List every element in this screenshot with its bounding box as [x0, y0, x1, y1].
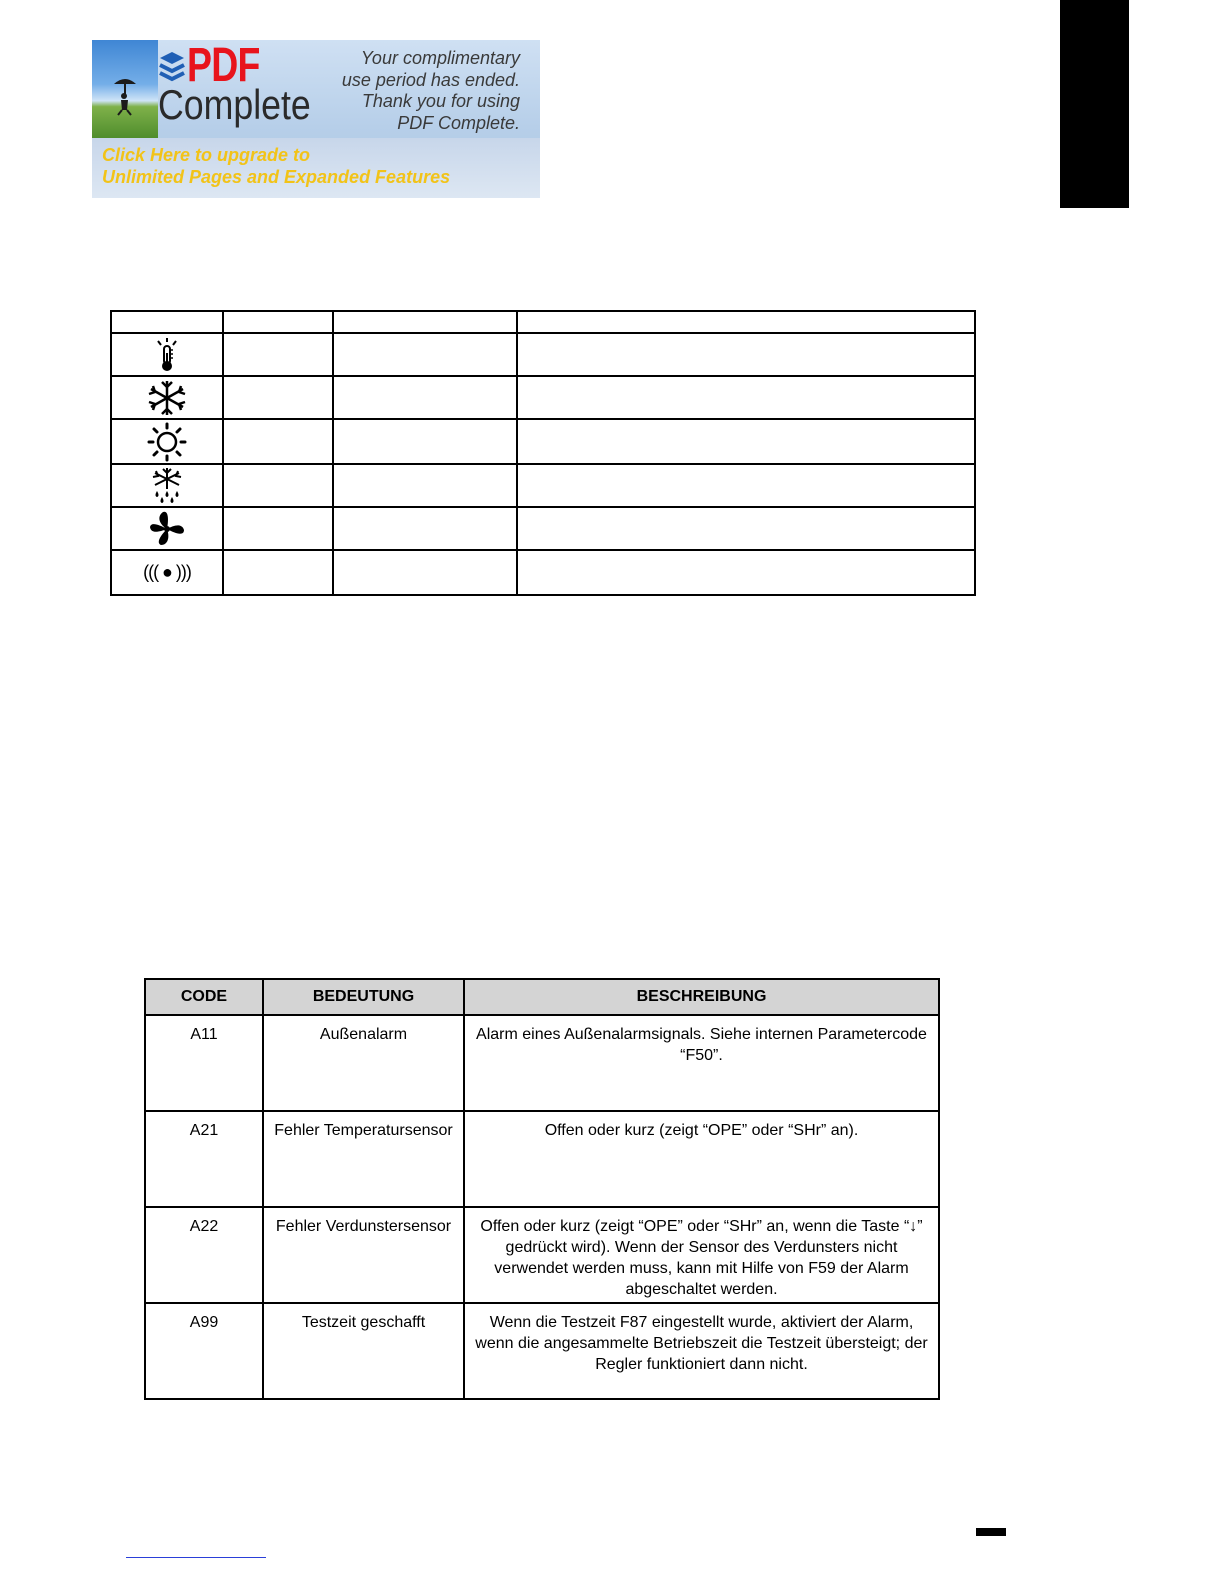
banner-message-line: Thank you for using: [361, 91, 520, 111]
banner-message-line: use period has ended.: [341, 69, 520, 90]
alarm-meaning: Fehler Temperatursensor: [263, 1111, 464, 1207]
icon-table-cell: [333, 419, 517, 464]
icon-table-cell: [517, 507, 975, 550]
defrost-icon: [145, 467, 189, 505]
alarm-meaning: Fehler Verdunstersensor: [263, 1207, 464, 1303]
icon-table-cell: [517, 419, 975, 464]
umbrella-person-icon: [112, 76, 138, 116]
code-table-row: [145, 1111, 939, 1207]
icon-cell: [111, 333, 223, 376]
code-table-row: [145, 1207, 939, 1303]
icon-cell: [111, 550, 223, 595]
icon-table-header-cell: [111, 311, 223, 333]
icon-table: [110, 310, 976, 596]
icon-table-cell: [517, 333, 975, 376]
code-table-row: [145, 1303, 939, 1399]
icon-table-cell: [333, 333, 517, 376]
alarm-description: Offen oder kurz (zeigt “OPE” oder “SHr” an, wenn die Taste “↓” gedrückt wird). Wenn der Sensor des Verdunsters nicht verwendet werden muss, kann mit Hilfe von F59 der Alarm abgeschaltet werden.: [464, 1207, 939, 1303]
icon-table-cell: [333, 550, 517, 595]
icon-table-row: [111, 419, 975, 464]
snowflake-icon: [145, 379, 189, 417]
banner-photo: [92, 40, 158, 138]
icon-table-row: [111, 376, 975, 419]
icon-table-cell: [333, 507, 517, 550]
thermometer-icon: [154, 337, 180, 373]
icon-table-row: [111, 464, 975, 507]
code-column-header: CODE: [145, 979, 263, 1015]
icon-table-cell: [333, 464, 517, 507]
icon-cell: [111, 464, 223, 507]
alarm-meaning: Testzeit geschafft: [263, 1303, 464, 1399]
banner-logo-pdf: PDF: [187, 40, 260, 92]
upgrade-link-line: Unlimited Pages and Expanded Features: [102, 167, 451, 187]
banner-logo-complete: Complete: [158, 81, 311, 128]
alarm-code: A99: [145, 1303, 263, 1399]
icon-table-cell: [517, 464, 975, 507]
icon-table-cell: [223, 507, 333, 550]
icon-table-header-cell: [333, 311, 517, 333]
fan-icon: [146, 509, 188, 549]
icon-cell: [111, 376, 223, 419]
code-table-row: [145, 1015, 939, 1111]
sun-icon: [146, 422, 188, 462]
alarm-meaning: Außenalarm: [263, 1015, 464, 1111]
icon-table-header-cell: [223, 311, 333, 333]
icon-cell: [111, 419, 223, 464]
icon-table-row: [111, 333, 975, 376]
alarm-description: Alarm eines Außenalarmsignals. Siehe internen Parametercode “F50”.: [464, 1015, 939, 1111]
pdf-layers-icon: [158, 50, 186, 84]
icon-table-cell: [223, 419, 333, 464]
icon-table-cell: [517, 550, 975, 595]
section-tab-marker: [1060, 0, 1129, 208]
alarm-code: A22: [145, 1207, 263, 1303]
alarm-code-table: [144, 978, 940, 1400]
alarm-description: Offen oder kurz (zeigt “OPE” oder “SHr” an).: [464, 1111, 939, 1207]
icon-table-cell: [333, 376, 517, 419]
page-number-marker: [976, 1528, 1006, 1536]
banner-message-line: Your complimentary: [360, 48, 520, 68]
description-column-header: BESCHREIBUNG: [464, 979, 939, 1015]
icon-table-cell: [223, 550, 333, 595]
icon-table-row: [111, 507, 975, 550]
icon-table-row: [111, 550, 975, 595]
upgrade-link-line: Click Here to upgrade to: [102, 145, 311, 165]
meaning-column-header: BEDEUTUNG: [263, 979, 464, 1015]
footer-link-underline[interactable]: [126, 1557, 266, 1558]
icon-table-header-cell: [517, 311, 975, 333]
icon-table-cell: [223, 464, 333, 507]
banner-message-line: PDF Complete.: [397, 112, 520, 133]
alarm-code: A21: [145, 1111, 263, 1207]
upgrade-link[interactable]: [102, 144, 450, 188]
icon-table-cell: [223, 376, 333, 419]
icon-table-header-row: [111, 311, 975, 333]
alarm-signal-icon: ((( ● ))): [143, 562, 191, 582]
banner-message: [300, 48, 520, 134]
upgrade-banner[interactable]: [92, 40, 540, 198]
icon-table-cell: [517, 376, 975, 419]
alarm-description: Wenn die Testzeit F87 eingestellt wurde, aktiviert der Alarm, wenn die angesammelte Betriebszeit die Testzeit übersteigt; der Regler funktioniert dann nicht.: [464, 1303, 939, 1399]
icon-table-cell: [223, 333, 333, 376]
code-table-header-row: [145, 979, 939, 1015]
icon-cell: [111, 507, 223, 550]
alarm-code: A11: [145, 1015, 263, 1111]
